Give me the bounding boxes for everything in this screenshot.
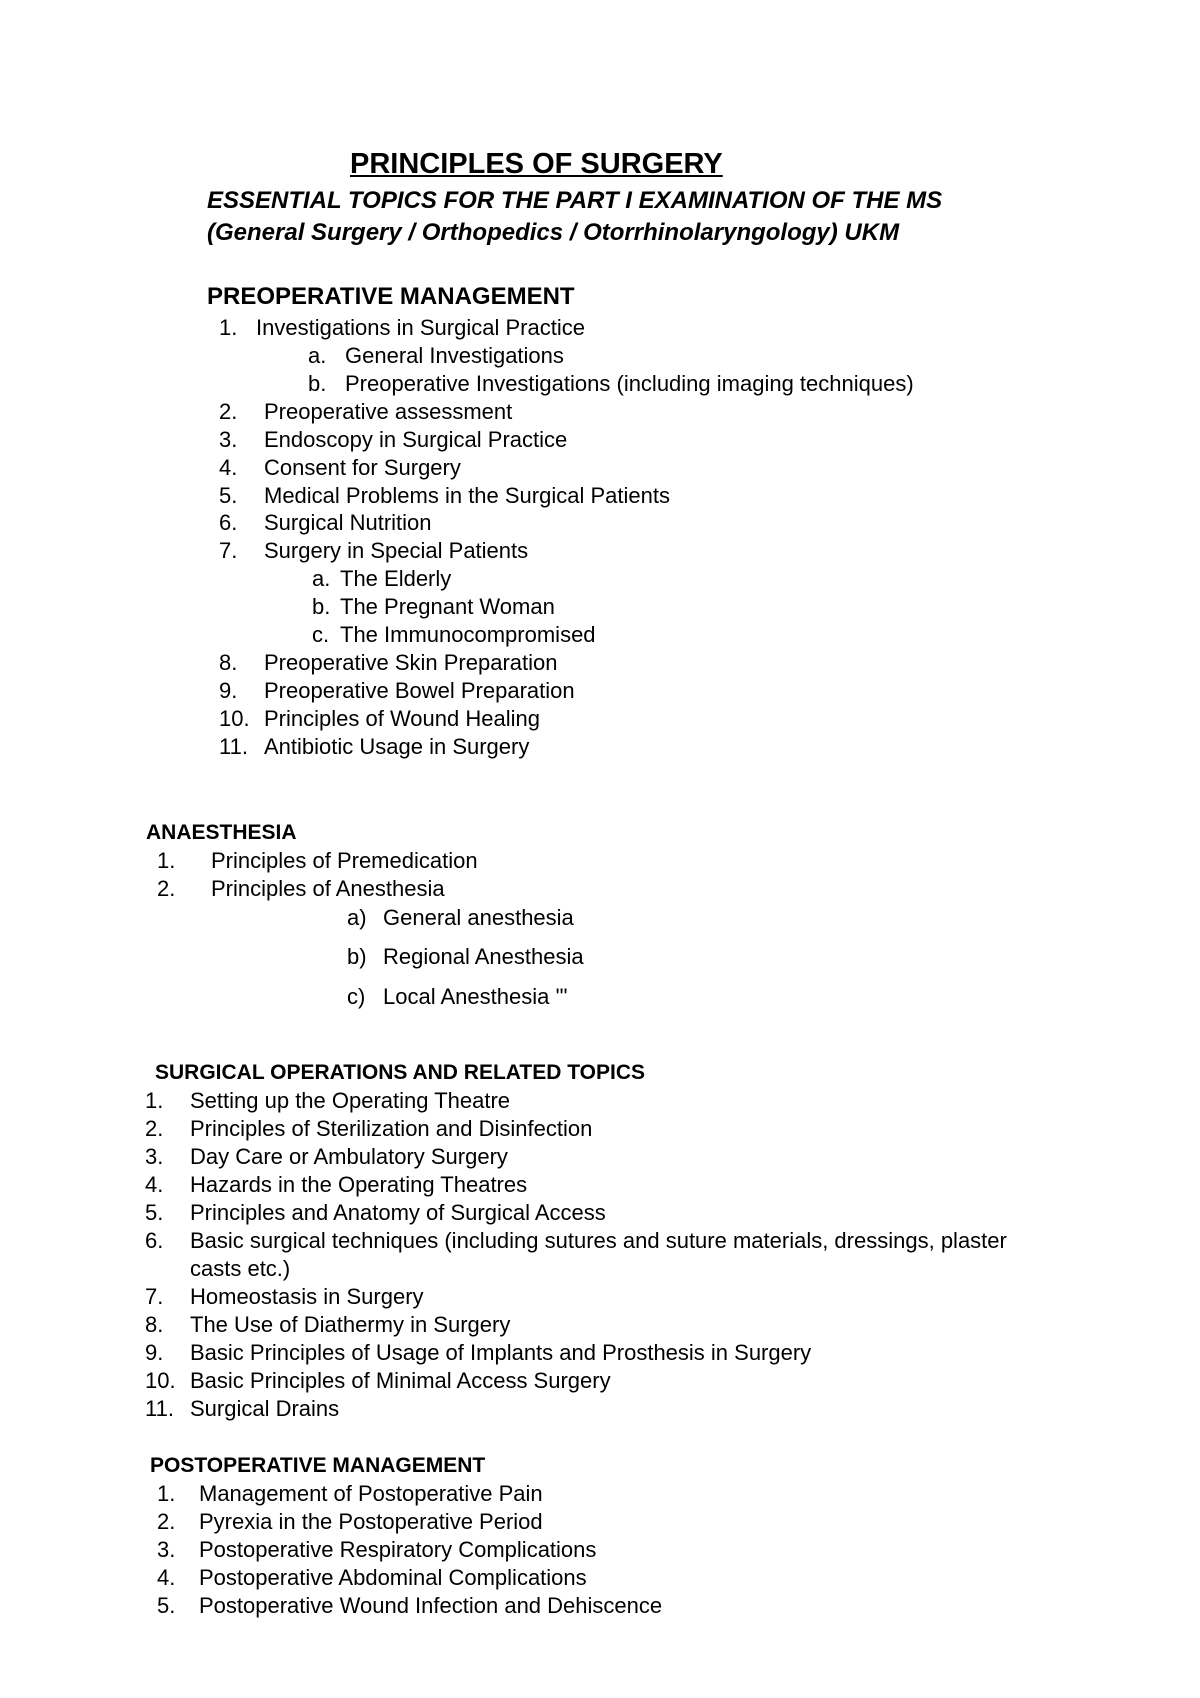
list-item-number: 3. [145, 1144, 164, 1169]
list-item: General Investigations [345, 343, 564, 368]
list-item-number: 1. [219, 315, 238, 340]
list-item: Surgical Nutrition [264, 510, 432, 535]
list-item: Preoperative Bowel Preparation [264, 678, 575, 703]
list-item: Principles and Anatomy of Surgical Access [190, 1200, 606, 1225]
list-item-number: a. [312, 566, 331, 591]
list-item-number: 6. [219, 510, 238, 535]
list-item: Principles of Wound Healing [264, 706, 540, 731]
list-item-number: 8. [219, 650, 238, 675]
list-item-number: b) [347, 944, 367, 969]
list-item-number: 10. [219, 706, 250, 731]
list-item: Preoperative Investigations (including imaging techniques) [345, 371, 914, 396]
list-item-number: a. [308, 343, 327, 368]
list-item-number: 9. [145, 1340, 164, 1365]
list-item-number: b. [312, 594, 331, 619]
list-item-number: 1. [145, 1088, 164, 1113]
list-item: Day Care or Ambulatory Surgery [190, 1144, 508, 1169]
list-item-number: 7. [145, 1284, 164, 1309]
list-item: Basic Principles of Minimal Access Surgery [190, 1368, 611, 1393]
list-item-number: 11. [219, 734, 248, 759]
section-heading-preoperative: PREOPERATIVE MANAGEMENT [207, 283, 575, 310]
list-item: Surgical Drains [190, 1396, 340, 1421]
list-item: Antibiotic Usage in Surgery [264, 734, 530, 759]
list-item-continuation: casts etc.) [190, 1256, 291, 1281]
list-item: Basic surgical techniques (including sutures and suture materials, dressings, plaster [190, 1228, 1007, 1253]
list-item-number: 6. [145, 1228, 164, 1253]
list-item-number: 5. [219, 483, 238, 508]
list-item-number: 5. [145, 1200, 164, 1225]
subtitle-line-2: (General Surgery / Orthopedics / Otorrhinolaryngology) UKM [207, 219, 900, 246]
list-item-number: 2. [145, 1116, 164, 1141]
list-item: Preoperative assessment [264, 399, 513, 424]
list-item: Principles of Premedication [211, 848, 478, 873]
list-item: Principles of Sterilization and Disinfection [190, 1116, 593, 1141]
list-item-number: 1. [157, 848, 176, 873]
list-item-number: 7. [219, 538, 238, 563]
list-item: The Use of Diathermy in Surgery [190, 1312, 511, 1337]
list-item-number: 1. [157, 1481, 176, 1506]
list-item-number: 4. [145, 1172, 164, 1197]
list-item-number: 11. [145, 1396, 174, 1421]
list-item: Endoscopy in Surgical Practice [264, 427, 568, 452]
section-heading-postoperative: POSTOPERATIVE MANAGEMENT [150, 1454, 486, 1477]
list-item: Surgery in Special Patients [264, 538, 529, 563]
list-item: Investigations in Surgical Practice [256, 315, 585, 340]
list-item-number: 5. [157, 1593, 176, 1618]
list-item: Preoperative Skin Preparation [264, 650, 558, 675]
list-item: Homeostasis in Surgery [190, 1284, 424, 1309]
list-item-number: 2. [157, 1509, 176, 1534]
subtitle-line-1: ESSENTIAL TOPICS FOR THE PART I EXAMINATION OF THE MS [207, 187, 943, 214]
document-title: PRINCIPLES OF SURGERY [350, 148, 723, 180]
section-heading-surgical-operations: SURGICAL OPERATIONS AND RELATED TOPICS [155, 1061, 646, 1084]
section-heading-anaesthesia: ANAESTHESIA [146, 821, 297, 844]
list-item: Local Anesthesia '" [383, 984, 568, 1009]
list-item: Hazards in the Operating Theatres [190, 1172, 528, 1197]
list-item: The Immunocompromised [340, 622, 596, 647]
list-item-number: c) [347, 984, 366, 1009]
list-item: General anesthesia [383, 905, 574, 930]
list-item-number: 4. [157, 1565, 176, 1590]
list-item: The Elderly [340, 566, 452, 591]
list-item-number: 2. [157, 876, 176, 901]
list-item: Principles of Anesthesia [211, 876, 445, 901]
list-item-number: c. [312, 622, 330, 647]
list-item: Postoperative Wound Infection and Dehiscence [199, 1593, 663, 1618]
list-item: Management of Postoperative Pain [199, 1481, 543, 1506]
list-item: The Pregnant Woman [340, 594, 555, 619]
list-item-number: a) [347, 905, 367, 930]
list-item-number: 2. [219, 399, 238, 424]
list-item: Medical Problems in the Surgical Patients [264, 483, 670, 508]
list-item: Regional Anesthesia [383, 944, 584, 969]
list-item: Postoperative Abdominal Complications [199, 1565, 587, 1590]
list-item: Setting up the Operating Theatre [190, 1088, 511, 1113]
list-item: Consent for Surgery [264, 455, 461, 480]
list-item: Pyrexia in the Postoperative Period [199, 1509, 543, 1534]
list-item-number: 3. [157, 1537, 176, 1562]
list-item-number: 3. [219, 427, 238, 452]
list-item-number: b. [308, 371, 327, 396]
list-item: Postoperative Respiratory Complications [199, 1537, 597, 1562]
list-item-number: 9. [219, 678, 238, 703]
list-item-number: 4. [219, 455, 238, 480]
list-item: Basic Principles of Usage of Implants and Prosthesis in Surgery [190, 1340, 812, 1365]
list-item-number: 10. [145, 1368, 176, 1393]
list-item-number: 8. [145, 1312, 164, 1337]
